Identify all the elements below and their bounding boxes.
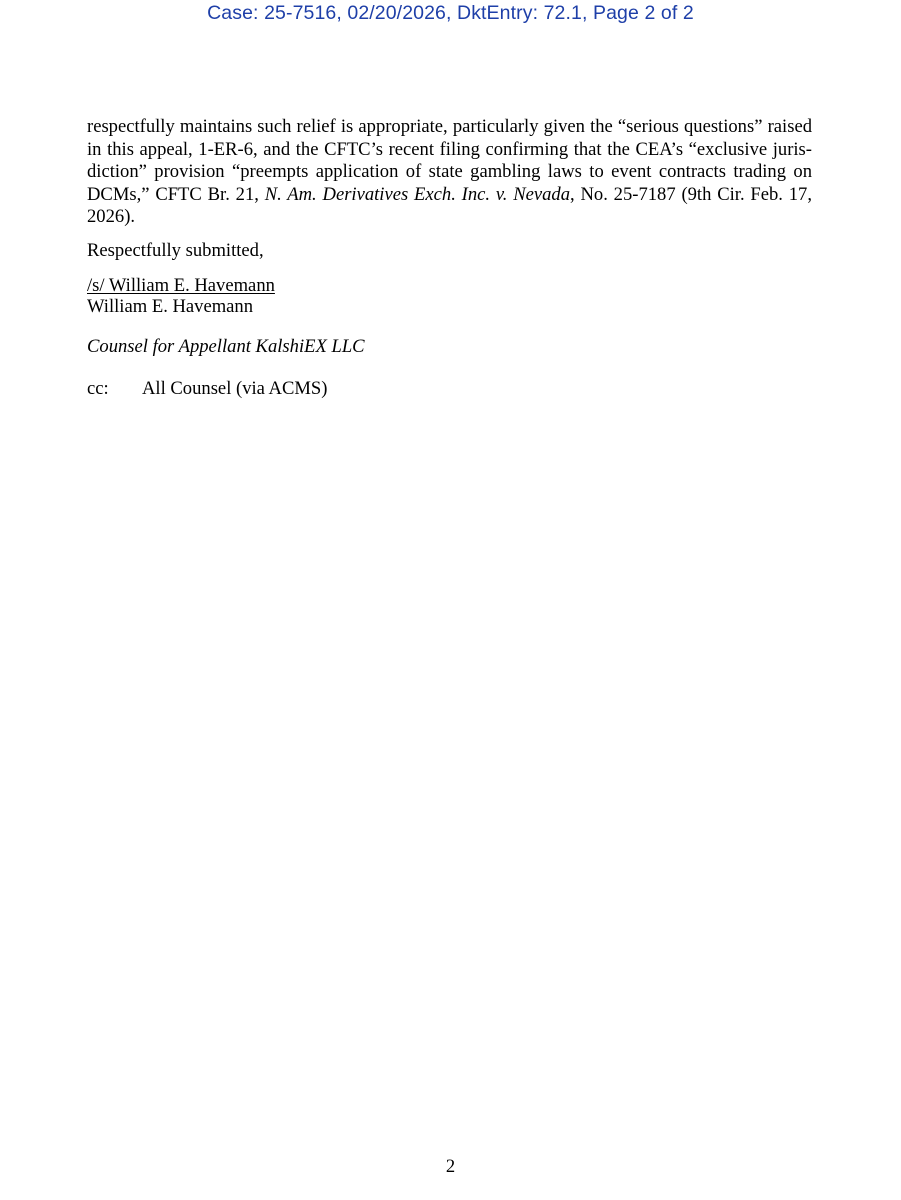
- body-paragraph: [87, 116, 812, 229]
- case-header: Case: 25-7516, 02/20/2026, DktEntry: 72.1, Page 2 of 2: [207, 2, 694, 24]
- cc-recipients: All Counsel (via ACMS): [142, 378, 328, 399]
- closing-salutation: Respectfully submitted,: [87, 240, 264, 261]
- counsel-designation: Counsel for Appellant KalshiEX LLC: [87, 336, 365, 357]
- case-citation-name: N. Am. Derivatives Exch. Inc. v. Nevada: [264, 183, 570, 205]
- cc-line: [87, 378, 327, 401]
- electronic-signature: /s/ William E. Havemann: [87, 275, 275, 296]
- body-text-part-2: , No. 25-7187 (9th Cir. Feb. 17, 2026).: [87, 183, 813, 227]
- page-number: 2: [445, 1156, 456, 1177]
- body-text-part-1: respectfully maintains such relief is appropriate, particularly given the “serious questions” raised in this appeal, 1-ER-6, and the CFTC’s recent filing confirming that the CEA’s “exclusive jurisdiction” provision “preempts application of state gambling laws to event contracts trading on DCMs,” CFTC Br. 21,: [87, 116, 812, 205]
- signatory-name: William E. Havemann: [87, 296, 254, 317]
- cc-label: cc:: [87, 378, 109, 399]
